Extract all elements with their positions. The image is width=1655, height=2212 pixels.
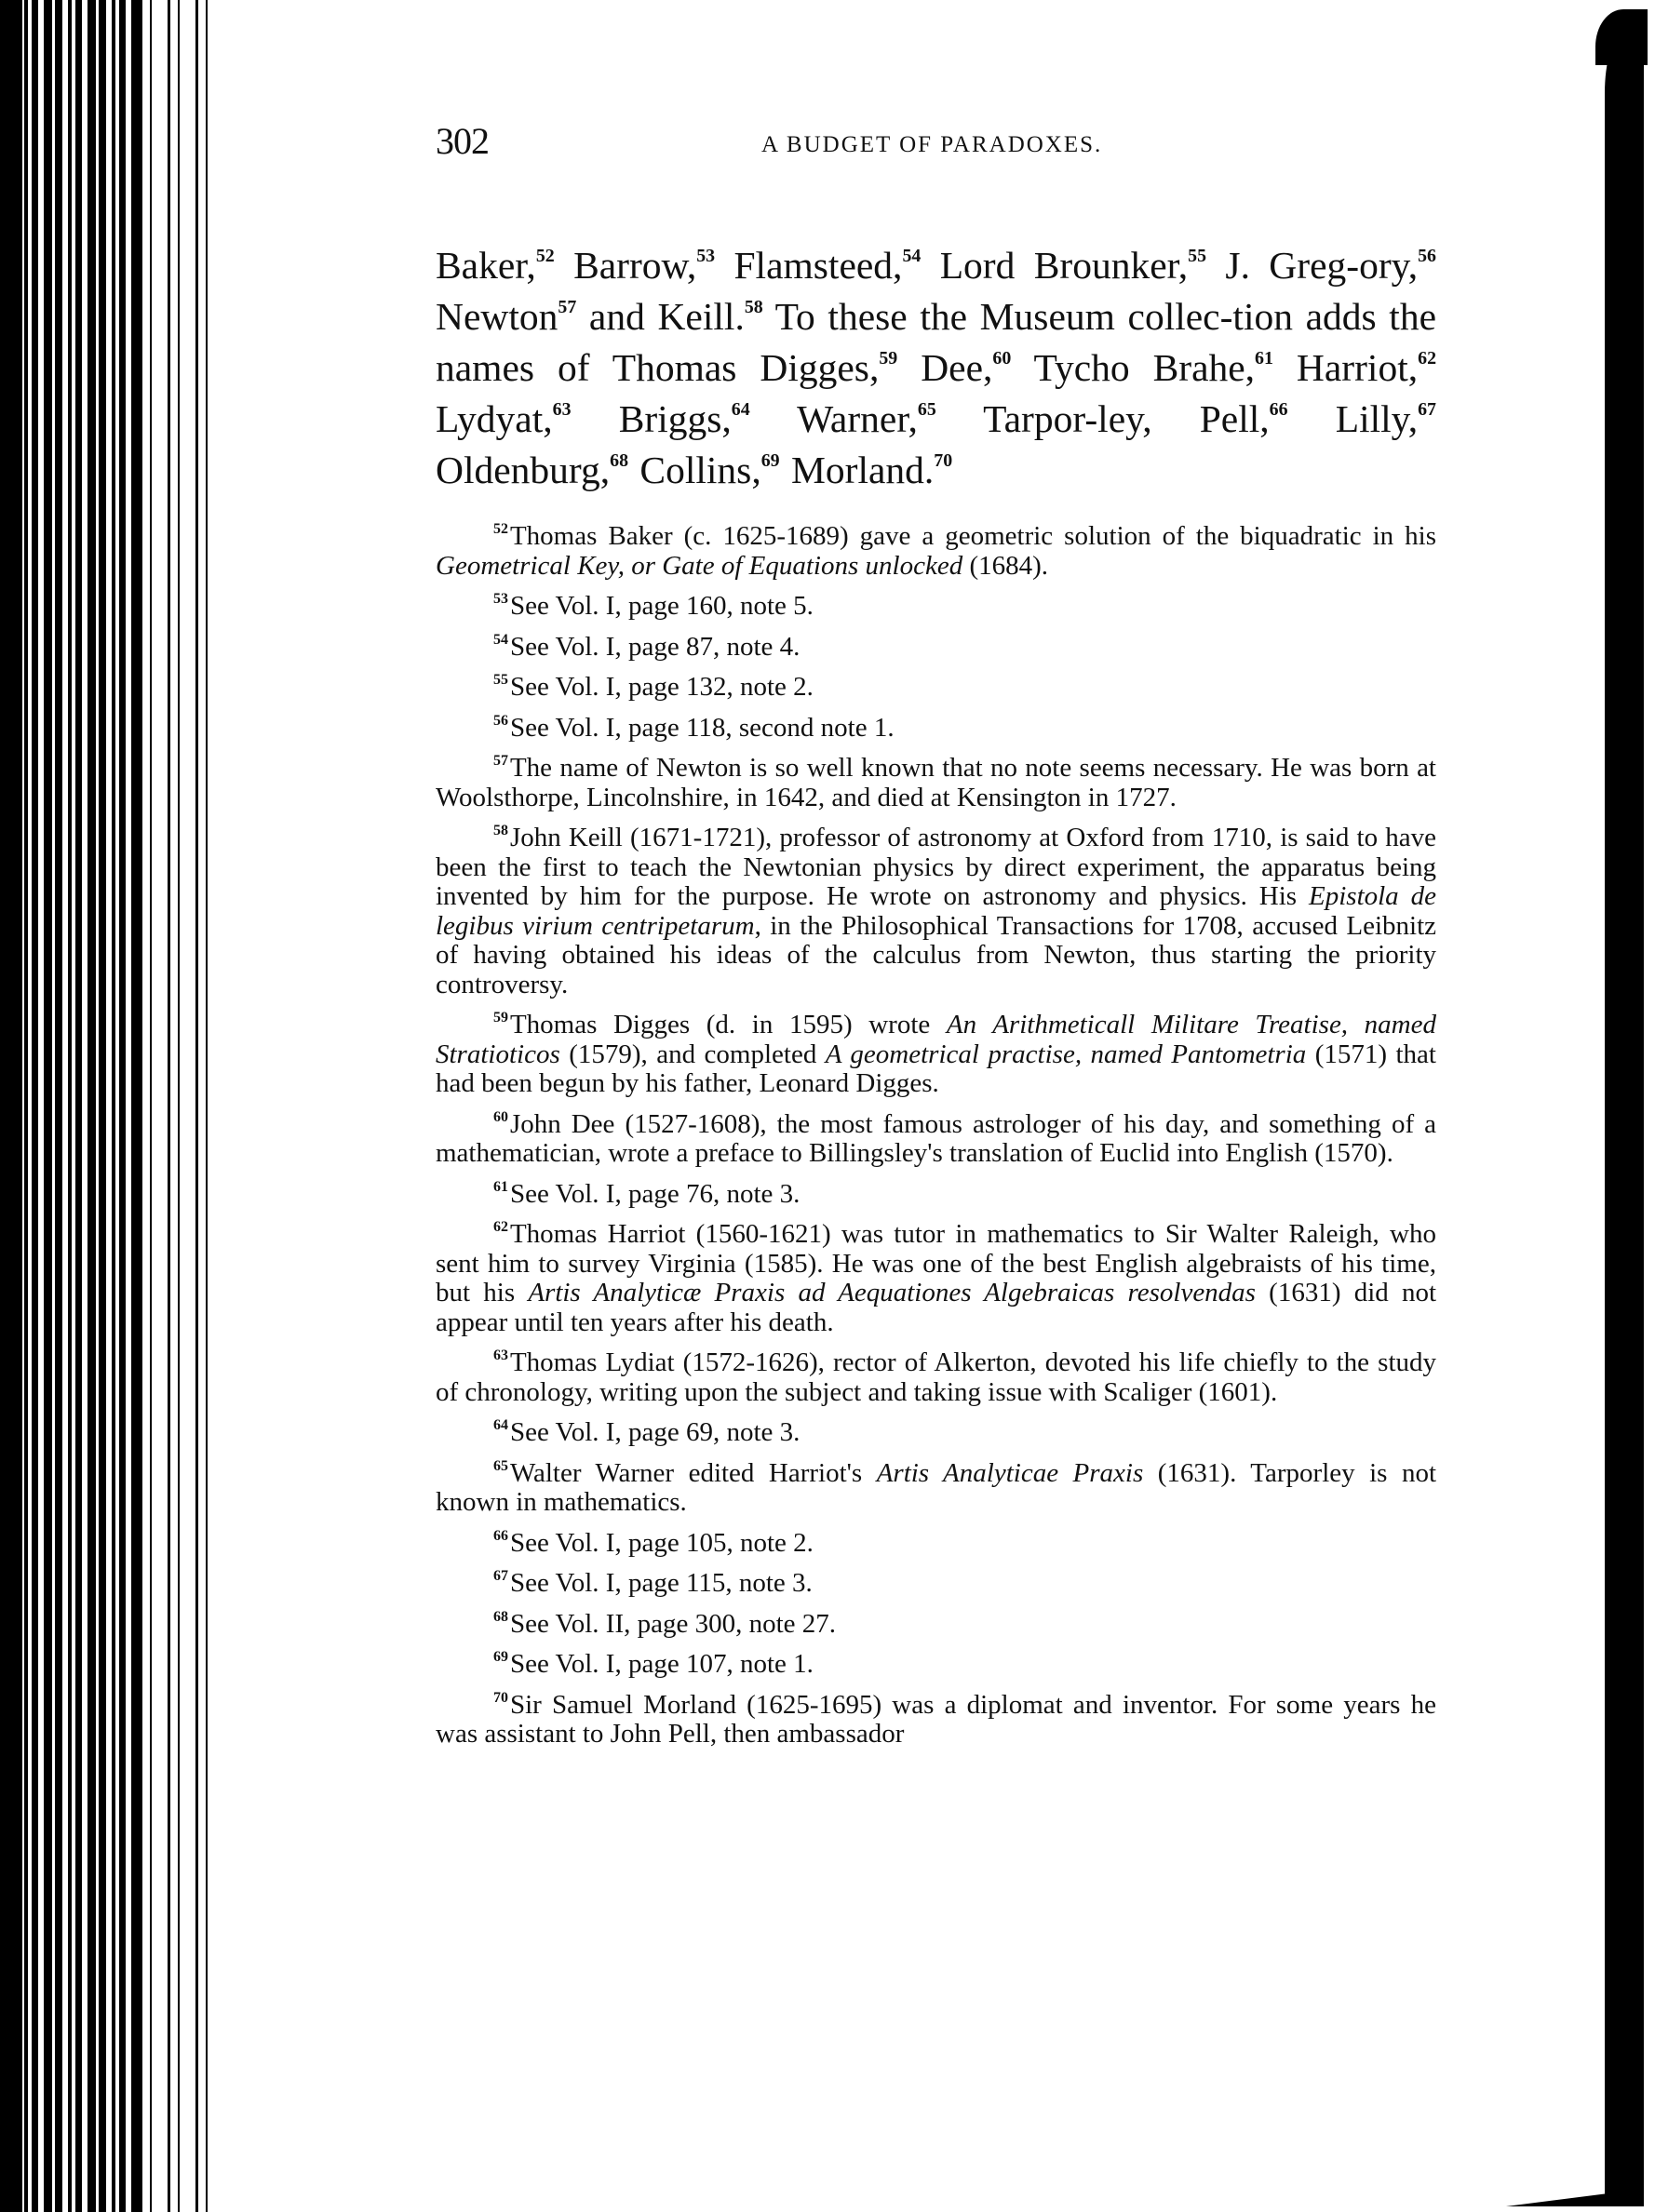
body-text-segment: Newton (436, 295, 558, 338)
body-text-segment: Morland. (779, 449, 935, 491)
footnote-reference[interactable]: 64 (731, 399, 750, 421)
footnote-number: 70 (493, 1689, 508, 1706)
binding-page-edges (140, 0, 223, 2212)
footnote-number: 65 (493, 1457, 508, 1474)
footnote-number: 58 (493, 823, 508, 839)
footnote-title-italic: A geometrical practise, named Pantometria (825, 1039, 1307, 1069)
footnote-text: See Vol. I, page 115, note 3. (509, 1568, 813, 1598)
footnote (436, 592, 1436, 622)
footnote-title-italic: Geometrical Key, or Gate of Equations unlocked (436, 550, 963, 581)
footnote-text: (1631) did not appear until ten years after his death. (436, 1278, 1437, 1337)
footnote-reference[interactable]: 57 (558, 297, 577, 318)
footnote-number: 66 (493, 1527, 508, 1544)
footnote-text: John Dee (1527-1608), the most famous astrologer of his day, and something of a mathematician, wrote a preface to Billingsley's translation of Euclid into English (1570). (436, 1108, 1436, 1168)
main-paragraph (436, 240, 1436, 496)
footnote-reference[interactable]: 65 (917, 399, 936, 421)
footnote-text: The name of Newton is so well known that no note seems necessary. He was born at Woolsthorpe, Lincolnshire, in 1642, and died at Kensington in 1727. (436, 753, 1436, 812)
footnote-title-italic: Epistola de legibus virium centripetarum (436, 881, 1436, 941)
footnote-text: See Vol. I, page 118, second note 1. (509, 712, 895, 743)
footnote (436, 1418, 1436, 1448)
footnote (436, 1348, 1436, 1407)
body-text-segment: Lydyat, (436, 397, 553, 440)
footnote-text: See Vol. I, page 160, note 5. (509, 591, 814, 621)
footnote-reference[interactable]: 67 (1418, 399, 1436, 421)
body-text-segment: Flamsteed, (715, 244, 903, 287)
body-text-segment: Lilly, (1287, 397, 1419, 440)
footnote (436, 522, 1436, 581)
footnote-reference[interactable]: 54 (902, 246, 922, 267)
footnote (436, 1569, 1436, 1599)
footnote-number: 69 (493, 1649, 508, 1666)
body-text-segment: Briggs, (571, 397, 732, 440)
footnote-reference[interactable]: 62 (1418, 348, 1437, 369)
footnote (436, 1110, 1436, 1169)
footnote-text: Thomas Digges (d. in 1595) wrote (509, 1010, 947, 1039)
body-text-segment: Dee, (897, 346, 993, 389)
footnote-number: 56 (493, 712, 508, 729)
footnote-number: 68 (493, 1608, 508, 1625)
footnote (436, 1529, 1436, 1559)
footnote-reference[interactable]: 52 (535, 246, 555, 267)
footnote-text: See Vol. I, page 107, note 1. (509, 1649, 814, 1679)
footnote-text: See Vol. I, page 76, note 3. (509, 1178, 801, 1209)
footnote-text: See Vol. I, page 132, note 2. (509, 672, 814, 702)
body-text-segment: Lord Brounker, (921, 244, 1189, 287)
body-text-segment: Collins, (628, 449, 761, 491)
footnote-text: , in the Philosophical Transactions for 1708, accused Leibnitz of having obtained his ideas of the calculus from Newton, thus starting the priority controversy. (436, 910, 1436, 999)
footnote (436, 633, 1436, 663)
footnote-reference[interactable]: 55 (1188, 246, 1207, 267)
footnote-reference[interactable]: 69 (760, 450, 780, 472)
right-page-edge (1590, 0, 1655, 2212)
right-edge-foot (1506, 2193, 1608, 2206)
footnote (436, 673, 1436, 703)
footnote-reference[interactable]: 58 (744, 297, 763, 318)
footnotes (436, 522, 1436, 1749)
body-text-segment: and Keill. (576, 295, 745, 338)
book-page (436, 119, 1436, 1761)
body-text-segment: To these the Museum collec-tion adds the names of Thomas Digges, (436, 295, 1436, 389)
footnote-number: 64 (493, 1417, 508, 1434)
body-text-segment: Barrow, (554, 244, 697, 287)
footnote-text: Thomas Harriot (1560-1621) was tutor in mathematics to Sir Walter Raleigh, who sent him to survey Virginia (1585). He was one of the best English algebraists of his time, but his (436, 1219, 1436, 1307)
footnote-title-italic: An Arithmeticall Militare Treatise, named Stratioticos (436, 1010, 1436, 1069)
footnote-reference[interactable]: 66 (1269, 399, 1288, 421)
footnote-text: See Vol. I, page 105, note 2. (509, 1527, 814, 1558)
footnote-number: 62 (493, 1219, 508, 1236)
footnote-number: 60 (493, 1108, 508, 1125)
footnote (436, 1650, 1436, 1680)
footnote-text: John Keill (1671-1721), professor of astronomy at Oxford from 1710, is said to have been the first to teach the Newtonian physics by direct experiment, the apparatus being invented by him for the purpose. He wrote on astronomy and physics. His (436, 823, 1436, 911)
running-title: A BUDGET OF PARADOXES. (761, 132, 1103, 157)
body-text-segment: Tycho Brahe, (1011, 346, 1256, 389)
footnote-reference[interactable]: 56 (1418, 246, 1436, 267)
footnote (436, 824, 1436, 999)
body-text-segment: J. Greg-ory, (1206, 244, 1419, 287)
footnote-text: Sir Samuel Morland (1625-1695) was a diplomat and inventor. For some years he was assistant to John Pell, then ambassador (436, 1689, 1436, 1749)
footnote (436, 754, 1436, 812)
footnote (436, 714, 1436, 744)
footnote (436, 1180, 1436, 1210)
footnote (436, 1220, 1436, 1337)
footnote (436, 1011, 1436, 1099)
footnote-text: (1579), and completed (559, 1039, 826, 1069)
footnote-text: Thomas Baker (c. 1625-1689) gave a geometric solution of the biquadratic in his (509, 521, 1436, 551)
footnote (436, 1691, 1436, 1749)
footnote-text: (1684). (962, 550, 1049, 581)
footnote-reference[interactable]: 60 (992, 348, 1012, 369)
footnote-reference[interactable]: 61 (1255, 348, 1273, 369)
footnote-number: 63 (493, 1347, 508, 1364)
footnote-number: 61 (493, 1178, 508, 1195)
body-text-segment: Baker, (436, 244, 536, 287)
running-head (436, 119, 1436, 175)
body-text-segment: Harriot, (1272, 346, 1419, 389)
footnote-text: See Vol. I, page 87, note 4. (509, 631, 801, 662)
footnote (436, 1459, 1436, 1518)
body-text-segment: Oldenburg, (436, 449, 611, 491)
footnote-reference[interactable]: 53 (696, 246, 716, 267)
footnote-reference[interactable]: 59 (879, 348, 898, 369)
footnote-text: Walter Warner edited Harriot's (509, 1457, 877, 1488)
footnote-title-italic: Artis Analyticæ Praxis ad Aequationes Algebraicas resolvendas (528, 1278, 1256, 1307)
footnote-reference[interactable]: 63 (552, 399, 572, 421)
body-text-segment: Tarpor-ley, Pell, (935, 397, 1270, 440)
footnote-title-italic: Artis Analyticae Praxis (876, 1457, 1144, 1488)
body-text-segment: Warner, (749, 397, 918, 440)
footnote-number: 52 (493, 521, 508, 538)
footnote-number: 54 (493, 631, 508, 648)
footnote-text: (1571) that had been begun by his father, Leonard Digges. (436, 1039, 1436, 1098)
footnote-number: 53 (493, 591, 508, 608)
footnote-text: See Vol. II, page 300, note 27. (509, 1608, 837, 1639)
footnote-reference[interactable]: 68 (610, 450, 629, 472)
page-number: 302 (436, 120, 489, 162)
footnote-number: 67 (493, 1568, 508, 1585)
footnote-number: 59 (493, 1010, 508, 1026)
footnote-text: See Vol. I, page 69, note 3. (509, 1417, 801, 1447)
footnote (436, 1610, 1436, 1640)
book-binding-edge (0, 0, 223, 2212)
footnote-text: Thomas Lydiat (1572-1626), rector of Alkerton, devoted his life chiefly to the study of chronology, writing upon the subject and taking issue with Scaliger (1601). (436, 1347, 1436, 1407)
footnote-reference[interactable]: 70 (934, 450, 953, 472)
right-edge-bar (1605, 37, 1644, 2206)
footnote-text: (1631). Tarporley is not known in mathematics. (436, 1457, 1437, 1517)
footnote-number: 57 (493, 753, 508, 770)
footnote-number: 55 (493, 672, 508, 689)
